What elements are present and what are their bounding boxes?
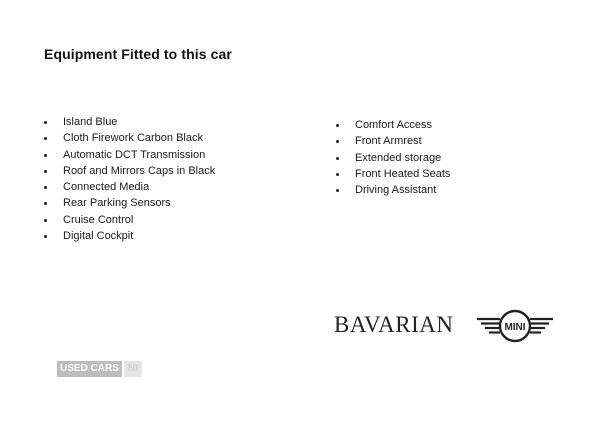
list-item: Rear Parking Sensors: [44, 195, 215, 211]
bullet-icon: [336, 157, 339, 160]
bullet-icon: [44, 170, 47, 173]
dealer-logo-text: BAVARIAN: [334, 312, 454, 337]
list-item: Extended storage: [336, 150, 450, 166]
bullet-icon: [336, 173, 339, 176]
list-item: Roof and Mirrors Caps in Black: [44, 163, 215, 179]
list-item: Digital Cockpit: [44, 228, 215, 244]
bullet-icon: [336, 140, 339, 143]
bullet-icon: [44, 154, 47, 157]
bullet-icon: [44, 186, 47, 189]
bullet-icon: [44, 121, 47, 124]
svg-text:MINI: MINI: [504, 322, 526, 333]
bullet-icon: [44, 202, 47, 205]
page-title: Equipment Fitted to this car: [44, 46, 232, 62]
watermark-used-cars: USED CARS: [57, 361, 122, 377]
list-item: Connected Media: [44, 179, 215, 195]
list-item: Automatic DCT Transmission: [44, 147, 215, 163]
equipment-list-left: [44, 114, 215, 244]
list-item: Front Heated Seats: [336, 166, 450, 182]
bullet-icon: [336, 124, 339, 127]
used-cars-ni-watermark: [57, 361, 142, 377]
list-item: Comfort Access: [336, 117, 450, 133]
list-item: Cloth Firework Carbon Black: [44, 130, 215, 146]
bullet-icon: [44, 235, 47, 238]
watermark-ni: NI: [124, 361, 142, 377]
list-item: Island Blue: [44, 114, 215, 130]
bullet-icon: [44, 219, 47, 222]
list-item: Front Armrest: [336, 133, 450, 149]
mini-wings-logo-icon: [477, 309, 553, 343]
list-item: Cruise Control: [44, 212, 215, 228]
equipment-list-right: [336, 117, 450, 198]
bullet-icon: [336, 189, 339, 192]
bullet-icon: [44, 137, 47, 140]
list-item: Driving Assistant: [336, 182, 450, 198]
